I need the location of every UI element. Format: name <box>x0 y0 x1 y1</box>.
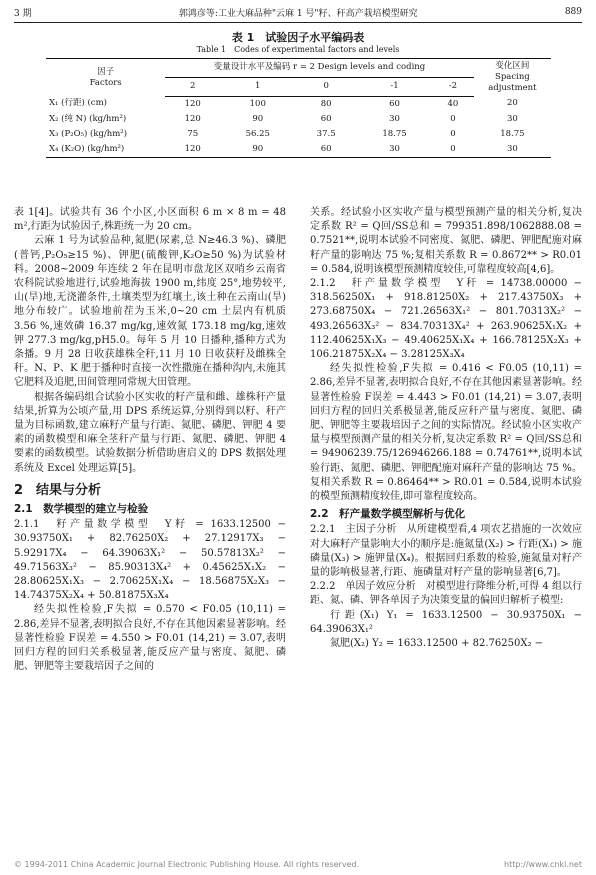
paragraph: 经失拟性检验,F失拟 = 0.416 < F0.05 (10,11) = 2.86,差异不显著,表明拟合良好,不存在其他因素显著影响。经显著性检验 F误差 = 4.443 > F0.01 (14,21) = 3.07,表明回归方程的回归关系极显著,能反应秆产量与密度、氮肥、磷肥、钾肥等主要栽培因子之间的实际情况。经试验小区实收产量与模型预测产量的相关分析,复决定系数 R² = Q回/SS总和 = 94906239.75/126946266.188 = 0.74761**,说明本试验行距、氮肥、磷肥、钾肥配施对麻秆产量的影响达 75 %。复相关系数 R = 0.86464** > R0.01 = 0.584,说明本试验的模型预测精度较佳,即可靠程度较高。 <box>310 363 582 503</box>
factor-header: 因子 Factors <box>46 59 165 97</box>
paragraph: 2.2.2 单因子效应分析 对模型进行降维分析,可得 4 组以行距、氮、磷、钾各单因子为决策变量的偏回归解析子模型: <box>310 581 582 607</box>
running-header <box>14 4 582 20</box>
table-row: X₁ (行距) (cm) 120 100 80 60 40 20 <box>49 98 518 109</box>
left-column <box>14 206 286 675</box>
section-heading: 2 结果与分析 <box>14 482 102 498</box>
code-cell: -1 <box>357 77 432 96</box>
paragraph: 2.1.2 秆产量数学模型 Y秆 = 14738.00000 − 318.56250X₁ + 918.81250X₂ + 217.43750X₃ + 273.68750X₄ − 721.26563X₁² − 801.70313X₂² − 493.26563X₃² − 834.70313X₄² + 263.90625X₁X₂ + 112.40625X₁X₃ − 49.40625X₁X₄ + 166.78125X₂X₃ + 106.21875X₂X₄ − 3.28125X₃X₄ <box>310 278 582 361</box>
code-cell: 2 <box>165 77 220 96</box>
paragraph: 云麻 1 号为试验品种,氮肥(尿素,总 N≥46.3 %)、磷肥(普钙,P₂O₅≥15 %)、钾肥(硫酸钾,K₂O≥50 %)为试验材料。2008~2009 年连续 2 年在昆明市盘龙区双哨乡云南省农科院试验地进行,试验地海拔 1900 m,纬度 25°,地势较平,山(旱)地,无浇灌条件,土壤类型为红壤土,该土种在云南山(旱)地分布较广。试验地前茬为玉米,0~20 cm 土层内有机质 3.56 %,速效磷 16.37 mg/kg,速效氮 173.18 mg/kg,速效钾 277.3 mg/kg,pH5.0。每年 5 月 10 日播种,播种方式为条播。9 月 28 日收获雄株全秆,11 月 10 日收获籽及雌株全秆。N、P、K 肥于播种时直接一次性撒施在播种沟内,未施其它肥料及追肥,田间管理同常规大田管理。 <box>14 235 286 389</box>
running-title: 郭鸿彦等:工业大麻品种"云麻 1 号"籽、秆高产栽培模型研究 <box>178 8 418 19</box>
table-row: X₂ (纯 N) (kg/hm²) 120 90 60 30 0 30 <box>49 113 518 124</box>
paragraph: 经失拟性检验,F失拟 = 0.570 < F0.05 (10,11) = 2.86,差异不显著,表明拟合良好,不存在其他因素显著影响。经显著性检验 F误差 = 4.550 > F0.01 (14,21) = 3.07,表明回归方程的回归关系极显著,能反应产量与密度、氮肥、磷肥、钾肥等主要栽培因子之间的 <box>14 604 286 673</box>
code-cell: 0 <box>295 77 357 96</box>
levels-header: 变量设计水平及编码 r = 2 Design levels and coding <box>165 59 474 78</box>
table-row: X₃ (P₂O₅) (kg/hm²) 75 56.25 37.5 18.75 0 18.75 <box>49 128 525 139</box>
footer-link[interactable]: http://www.cnki.net <box>504 860 582 869</box>
paragraph: 2.2.1 主因子分析 从所建模型看,4 项农艺措施的一次效应对大麻籽产量影响大小的顺序是:施氮量(X₂) > 行距(X₁) > 施磷量(X₃) > 施钾量(X₄)。根据回归系数的检验,施氮量对籽产量的影响极显著,行距、施磷量对籽产量的影响显著[6,7]。 <box>310 524 582 579</box>
copyright-notice: © 1994-2011 China Academic Journal Electronic Publishing House. All rights reserved. <box>14 860 360 869</box>
page-number: 889 <box>564 7 582 17</box>
subsection-heading: 2.2 籽产量数学模型解析与优化 <box>310 508 466 521</box>
page-footer <box>14 860 582 869</box>
paragraph: 根据各编码组合试验小区实收的籽产量和雌、雄株秆产量结果,折算为公顷产量,用 DPS 系统运算,分别得到以籽、秆产量为目标函数,建立麻籽产量与行距、氮肥、磷肥、钾肥 4 要素的函数模型和麻全茎秆产量与行距、氮肥、磷肥、钾肥 4 要素的函数模型。试验数据分析借助唐启义的 DPS 数据处理系统及 Excel 处理运算[5]。 <box>14 391 286 474</box>
table-caption-cn: 表 1 试验因子水平编码表 <box>231 31 365 44</box>
paragraph: 关系。经试验小区实收产量与模型预测产量的相关分析,复决定系数 R² = Q回/SS总和 = 799351.898/1062888.08 = 0.7521**,说明本试验不同密度、氮肥、磷肥、钾肥配施对麻籽产量的影响达 75 %;复相关系数 R = 0.8672** > R0.01 = 0.584,说明该模型预测精度较佳,可靠程度较高[4,6]。 <box>310 207 582 275</box>
code-cell: 1 <box>220 77 295 96</box>
subsection-heading: 2.1 数学模型的建立与检验 <box>14 503 149 516</box>
table-caption-en: Table 1 Codes of experimental factors and levels <box>196 45 400 54</box>
equation: 氮肥(X₂) Y₂ = 1633.12500 + 82.76250X₂ − <box>330 638 544 650</box>
interval-header: 变化区间 Spacing adjustment <box>474 59 551 97</box>
header-rule <box>14 22 582 23</box>
factor-level-table <box>46 58 551 158</box>
code-cell: -2 <box>432 77 474 96</box>
paragraph: 2.1.1 籽产量数学模型 Y籽 = 1633.12500 − 30.93750X₁ + 82.76250X₂ + 27.12917X₃ − 5.92917X₄ − 64.39063X₁² − 50.57813X₂² − 49.71563X₃² − 85.90313X₄² + 0.45625X₁X₂ − 28.80625X₁X₃ − 2.70625X₁X₄ − 18.56875X₂X₃ − 14.74375X₂X₄ + 50.81875X₃X₄ <box>14 519 286 602</box>
equation: 行距(X₁) Y₁ = 1633.12500 − 30.93750X₁ − 64.39063X₁² <box>310 609 582 635</box>
issue-number: 3 期 <box>14 8 32 19</box>
paragraph: 表 1[4]。试验共有 36 个小区,小区面积 6 m × 8 m = 48 m²,行距为试验因子,株距统一为 20 cm。 <box>14 207 286 233</box>
table-row: X₄ (K₂O) (kg/hm²) 120 90 60 30 0 30 <box>46 142 551 158</box>
right-column <box>310 206 582 651</box>
